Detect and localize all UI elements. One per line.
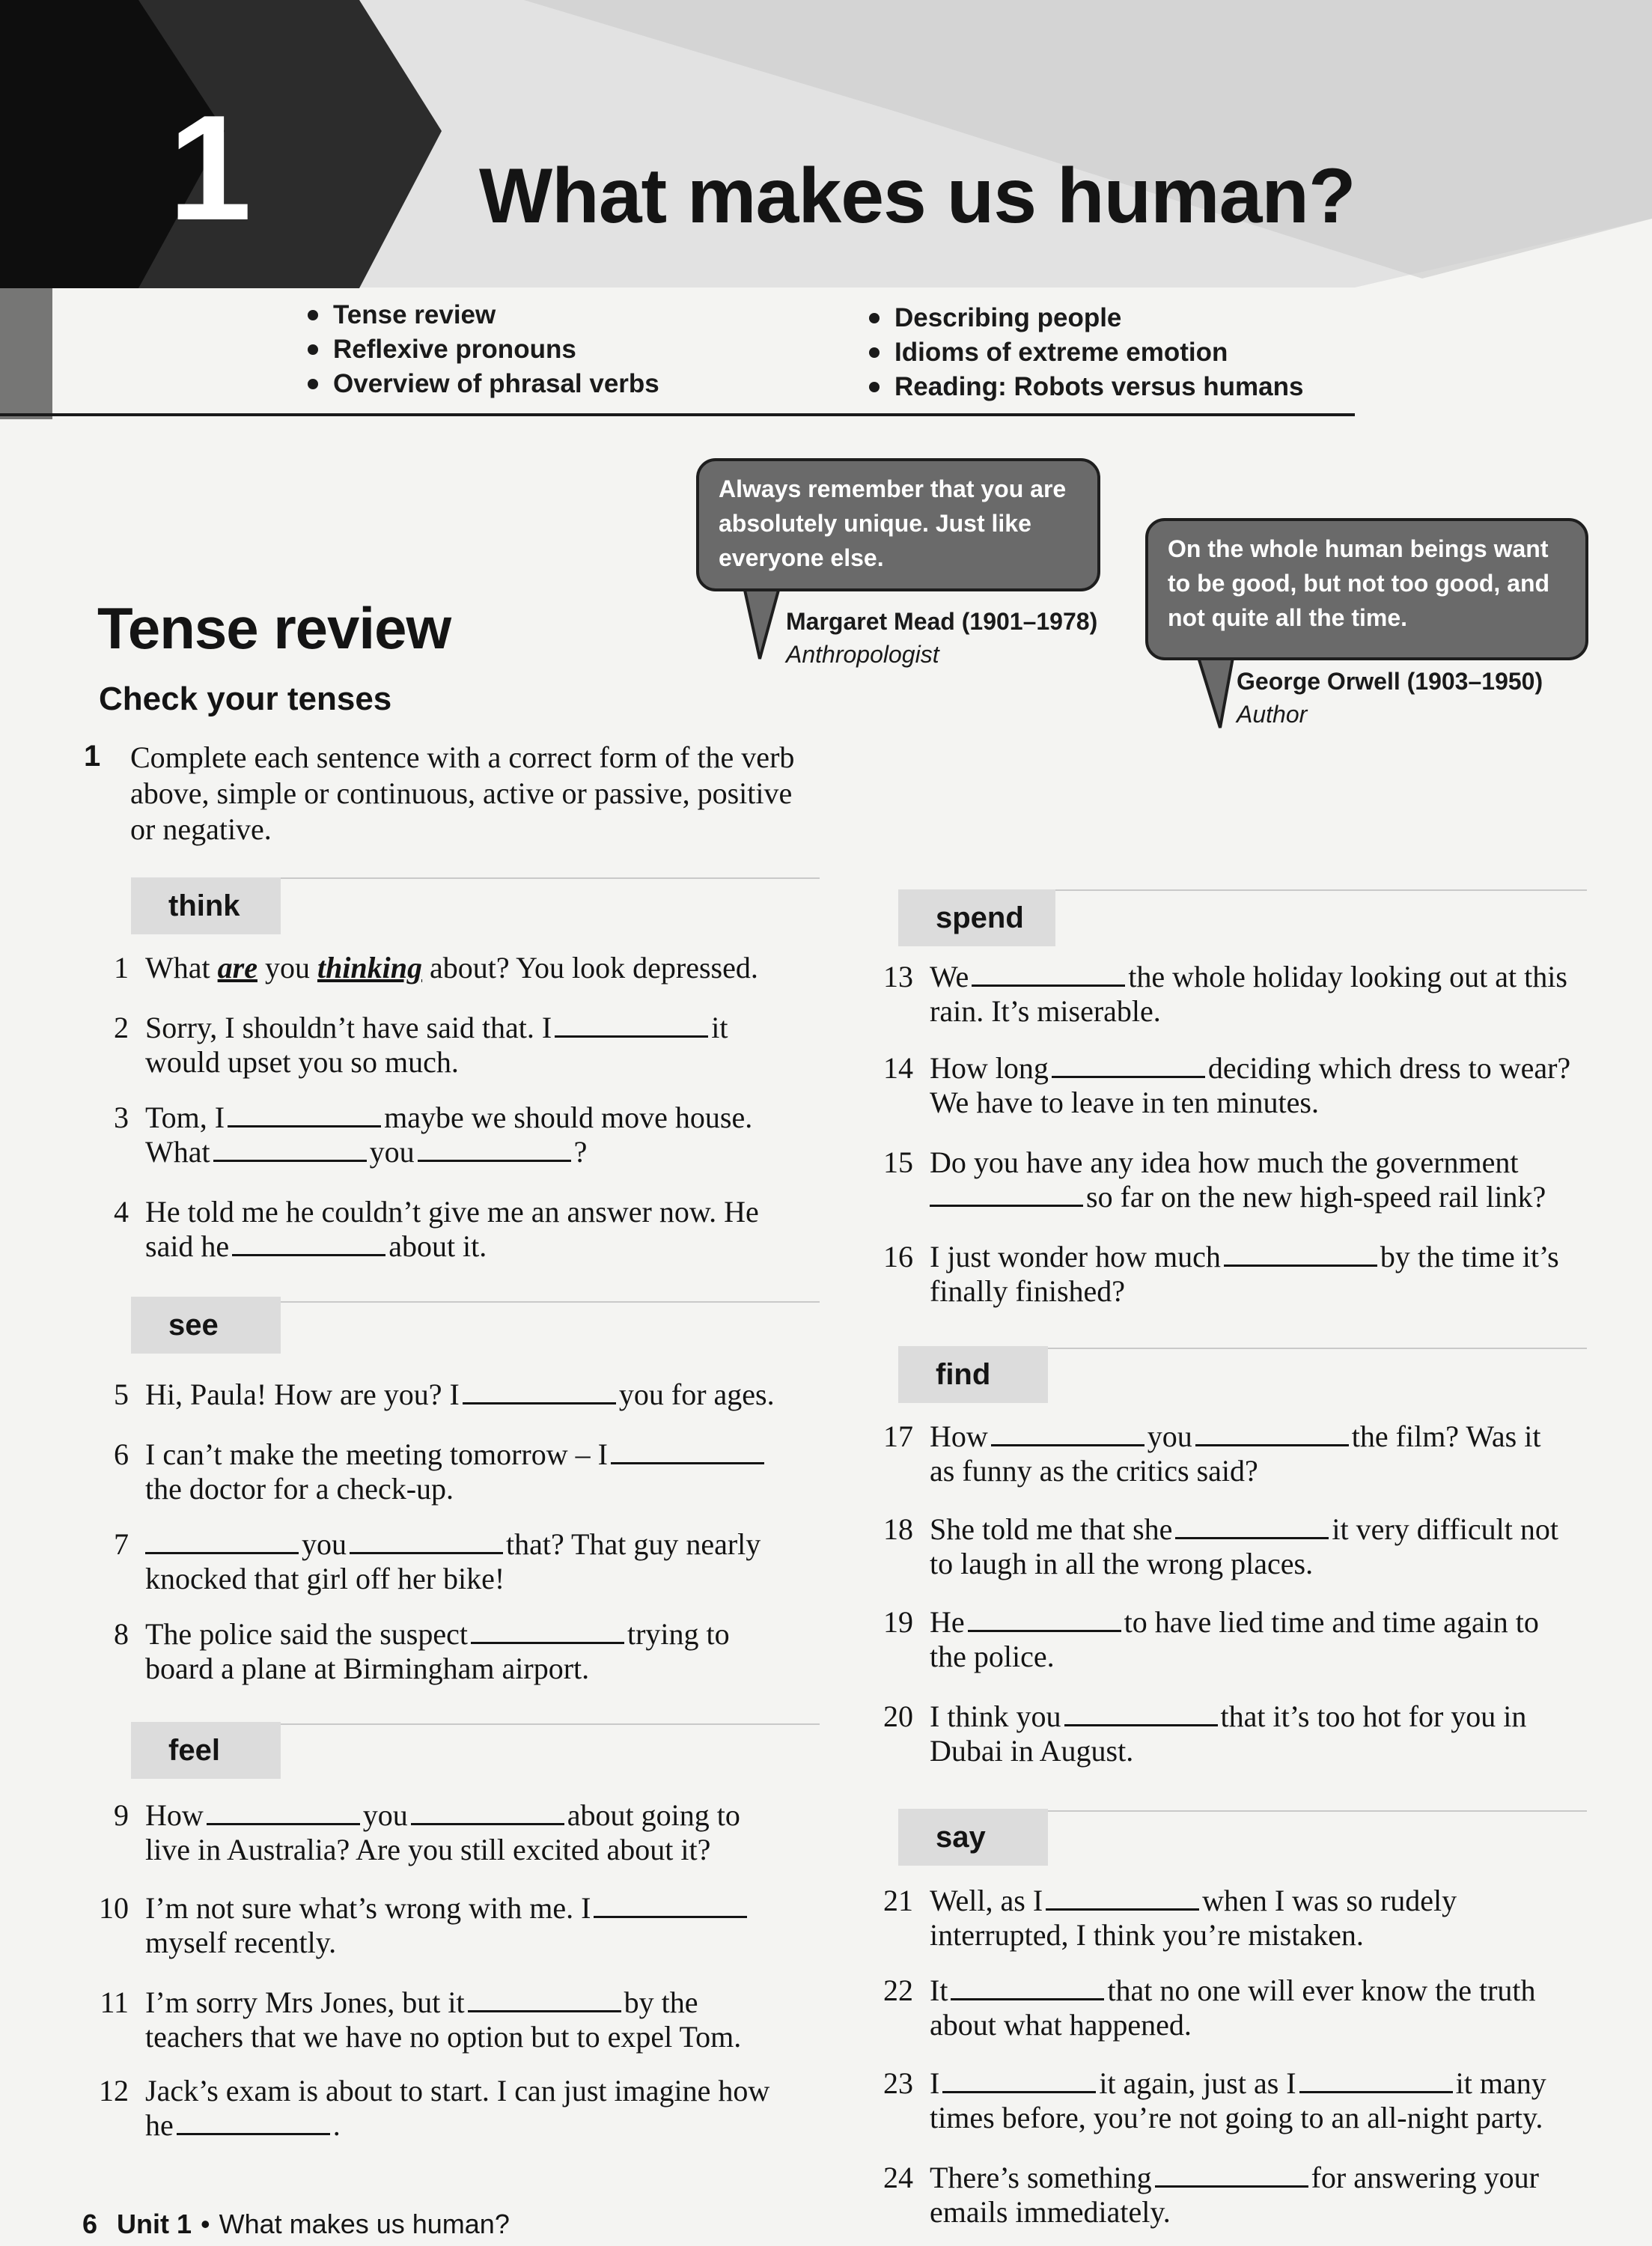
item-number: 7 bbox=[114, 1527, 129, 1561]
item-number: 15 bbox=[883, 1145, 913, 1179]
item-text: when I was so rudely bbox=[1202, 1884, 1457, 1917]
item-text: What bbox=[145, 951, 210, 984]
footer-title: What makes us human? bbox=[219, 2209, 510, 2239]
page-footer bbox=[82, 2209, 510, 2240]
item-text: We bbox=[930, 960, 969, 993]
quote-role: Anthropologist bbox=[786, 641, 939, 668]
example-answer: are bbox=[217, 951, 257, 984]
answer-blank[interactable] bbox=[207, 1801, 360, 1825]
item-number: 3 bbox=[114, 1101, 129, 1134]
answer-blank[interactable] bbox=[1175, 1515, 1329, 1539]
item-text: it bbox=[711, 1011, 728, 1044]
item-text: knocked that girl off her bike! bbox=[145, 1562, 505, 1595]
item-text: I bbox=[930, 2066, 940, 2100]
item-text: He told me he couldn’t give me an answer now. He bbox=[145, 1195, 759, 1229]
answer-blank[interactable] bbox=[951, 1976, 1104, 2000]
answer-blank[interactable] bbox=[471, 1620, 624, 1644]
item-number: 14 bbox=[883, 1051, 913, 1085]
item-text: you bbox=[264, 951, 310, 984]
item-number: 22 bbox=[883, 1973, 913, 2007]
answer-blank[interactable] bbox=[350, 1530, 503, 1554]
item-text: the whole holiday looking out at this bbox=[1128, 960, 1567, 993]
quote-line: On the whole human beings want bbox=[1168, 535, 1549, 562]
answer-blank[interactable] bbox=[463, 1381, 616, 1404]
item-text: the film? Was it bbox=[1351, 1419, 1541, 1453]
quote-line: not quite all the time. bbox=[1168, 604, 1408, 631]
unit-title: What makes us human? bbox=[479, 153, 1356, 240]
item-text: that? That guy nearly bbox=[506, 1527, 761, 1561]
verb-box-find: find bbox=[898, 1346, 1048, 1403]
item-text: you bbox=[302, 1527, 347, 1561]
item-text: I can’t make the meeting tomorrow – I bbox=[145, 1437, 608, 1471]
answer-blank[interactable] bbox=[555, 1014, 708, 1038]
item-number: 23 bbox=[883, 2066, 913, 2100]
item-number: 20 bbox=[883, 1699, 913, 1733]
answer-blank[interactable] bbox=[1195, 1422, 1349, 1446]
quote-line: to be good, but not too good, and bbox=[1168, 570, 1550, 597]
quote-role: Author bbox=[1237, 701, 1308, 728]
item-text: It bbox=[930, 1973, 948, 2007]
item-number: 17 bbox=[883, 1419, 913, 1453]
item-text: Do you have any idea how much the government bbox=[930, 1145, 1519, 1179]
item-number: 10 bbox=[99, 1891, 129, 1925]
quote-author: George Orwell (1903–1950) bbox=[1237, 668, 1543, 695]
topic-item: Describing people bbox=[865, 301, 1303, 335]
item-number: 1 bbox=[114, 951, 129, 984]
item-text: by the time it’s bbox=[1380, 1240, 1559, 1273]
item-text: times before, you’re not going to an all-night party. bbox=[930, 2101, 1543, 2134]
answer-blank[interactable] bbox=[594, 1894, 747, 1918]
answer-blank[interactable] bbox=[991, 1422, 1144, 1446]
page-number: 6 bbox=[82, 2209, 98, 2239]
quote-line: absolutely unique. Just like bbox=[719, 510, 1031, 537]
instruction-line: Complete each sentence with a correct form of the verb bbox=[130, 740, 795, 774]
item-text: about it. bbox=[388, 1229, 487, 1263]
answer-blank[interactable] bbox=[942, 2069, 1096, 2093]
item-text: ? bbox=[573, 1135, 588, 1169]
item-text: to have lied time and time again to bbox=[1124, 1605, 1539, 1639]
answer-blank[interactable] bbox=[232, 1232, 385, 1256]
item-number: 21 bbox=[883, 1884, 913, 1917]
item-text: for answering your bbox=[1311, 2161, 1539, 2194]
item-text: deciding which dress to wear? bbox=[1207, 1051, 1571, 1085]
item-text: There’s something bbox=[930, 2161, 1152, 2194]
item-text: that no one will ever know the truth bbox=[1107, 1973, 1536, 2007]
answer-blank[interactable] bbox=[930, 1183, 1083, 1207]
exercise-instruction bbox=[130, 740, 819, 847]
verb-box-say: say bbox=[898, 1809, 1048, 1866]
item-text: Jack’s exam is about to start. I can just imagine how bbox=[145, 2074, 770, 2107]
item-number: 19 bbox=[883, 1605, 913, 1639]
quote-author: Margaret Mead (1901–1978) bbox=[786, 608, 1098, 635]
answer-blank[interactable] bbox=[468, 1988, 621, 2012]
item-text: about going to bbox=[567, 1798, 740, 1832]
quote-line: everyone else. bbox=[719, 544, 884, 571]
item-text: would upset you so much. bbox=[145, 1045, 459, 1079]
item-text: maybe we should move house. bbox=[384, 1101, 753, 1134]
item-text: She told me that she bbox=[930, 1512, 1173, 1546]
item-text: board a plane at Birmingham airport. bbox=[145, 1652, 590, 1685]
item-number: 13 bbox=[883, 960, 913, 993]
item-text: Tom, I bbox=[145, 1101, 225, 1134]
item-text: How bbox=[145, 1798, 204, 1832]
item-number: 5 bbox=[114, 1378, 129, 1411]
item-text: teachers that we have no option but to expel Tom. bbox=[145, 2020, 742, 2054]
item-text: I’m sorry Mrs Jones, but it bbox=[145, 1985, 465, 2019]
item-text: We have to leave in ten minutes. bbox=[930, 1086, 1319, 1119]
topic-item: Idioms of extreme emotion bbox=[865, 335, 1303, 370]
item-text: you bbox=[369, 1135, 415, 1169]
instruction-line: or negative. bbox=[130, 812, 272, 846]
instruction-line: above, simple or continuous, active or passive, positive bbox=[130, 776, 793, 810]
item-text: so far on the new high-speed rail link? bbox=[1086, 1180, 1546, 1214]
item-text: you bbox=[1147, 1419, 1192, 1453]
answer-blank[interactable] bbox=[418, 1138, 571, 1162]
item-text: Well, as I bbox=[930, 1884, 1043, 1917]
item-text: that it’s too hot for you in bbox=[1220, 1699, 1527, 1733]
item-text: Hi, Paula! How are you? I bbox=[145, 1378, 460, 1411]
answer-blank[interactable] bbox=[972, 963, 1125, 987]
item-text: it very difficult not bbox=[1332, 1512, 1558, 1546]
answer-blank[interactable] bbox=[1224, 1243, 1377, 1267]
quote-line: Always remember that you are bbox=[719, 475, 1067, 502]
item-text: it many bbox=[1455, 2066, 1546, 2100]
topic-item: Reflexive pronouns bbox=[303, 332, 659, 367]
item-text: What bbox=[145, 1135, 210, 1169]
header-divider bbox=[0, 413, 1355, 416]
item-number: 4 bbox=[114, 1195, 129, 1229]
item-text: I’m not sure what’s wrong with me. I bbox=[145, 1891, 591, 1925]
item-text: How bbox=[930, 1419, 988, 1453]
item-text: trying to bbox=[627, 1617, 730, 1651]
answer-blank[interactable] bbox=[611, 1440, 764, 1464]
item-text: How long bbox=[930, 1051, 1049, 1085]
answer-blank[interactable] bbox=[228, 1104, 381, 1127]
example-answer: thinking bbox=[317, 951, 423, 984]
verb-box-think: think bbox=[131, 877, 281, 934]
item-text: Dubai in August. bbox=[930, 1734, 1134, 1768]
item-text: you for ages. bbox=[618, 1378, 775, 1411]
answer-blank[interactable] bbox=[1155, 2164, 1308, 2188]
answer-blank[interactable] bbox=[1046, 1887, 1199, 1911]
quote-bubble-orwell bbox=[1145, 518, 1588, 660]
answer-blank[interactable] bbox=[1052, 1054, 1205, 1078]
item-text: finally finished? bbox=[930, 1274, 1126, 1308]
topics-list-left bbox=[303, 298, 659, 401]
quote-bubble-mead bbox=[696, 458, 1100, 591]
footer-separator: • bbox=[201, 2209, 210, 2239]
answer-blank[interactable] bbox=[968, 1608, 1121, 1632]
section-title: Tense review bbox=[97, 595, 451, 661]
item-text: The police said the suspect bbox=[145, 1617, 468, 1651]
item-text: as funny as the critics said? bbox=[930, 1454, 1258, 1488]
unit-number: 1 bbox=[168, 85, 246, 252]
item-number: 24 bbox=[883, 2161, 913, 2194]
verb-box-spend: spend bbox=[898, 889, 1055, 946]
item-text: the doctor for a check-up. bbox=[145, 1472, 454, 1506]
answer-blank[interactable] bbox=[1064, 1702, 1218, 1726]
item-text: live in Australia? Are you still excited about it? bbox=[145, 1833, 711, 1866]
answer-blank[interactable] bbox=[145, 1530, 299, 1554]
item-number: 18 bbox=[883, 1512, 913, 1546]
item-text: about? You look depressed. bbox=[430, 951, 758, 984]
item-number: 6 bbox=[114, 1437, 129, 1471]
topics-list-right bbox=[865, 301, 1303, 404]
item-number: 8 bbox=[114, 1617, 129, 1651]
answer-blank[interactable] bbox=[213, 1138, 367, 1162]
topic-item: Overview of phrasal verbs bbox=[303, 367, 659, 401]
item-text: I think you bbox=[930, 1699, 1061, 1733]
item-text: myself recently. bbox=[145, 1926, 337, 1959]
footer-unit: Unit 1 bbox=[117, 2209, 192, 2239]
item-text: you bbox=[362, 1798, 408, 1832]
answer-blank[interactable] bbox=[1299, 2069, 1453, 2093]
item-text: about what happened. bbox=[930, 2008, 1192, 2042]
item-text: . bbox=[332, 2108, 341, 2142]
item-text: said he bbox=[145, 1229, 230, 1263]
item-number: 9 bbox=[114, 1798, 129, 1832]
subsection-title: Check your tenses bbox=[99, 681, 392, 717]
item-text: the police. bbox=[930, 1640, 1055, 1673]
item-text: emails immediately. bbox=[930, 2195, 1171, 2229]
item-number: 16 bbox=[883, 1240, 913, 1273]
exercise-number: 1 bbox=[84, 740, 101, 773]
answer-blank[interactable] bbox=[411, 1801, 564, 1825]
verb-box-feel: feel bbox=[131, 1722, 281, 1779]
verb-box-see: see bbox=[131, 1297, 281, 1354]
item-text: by the bbox=[624, 1985, 698, 2019]
item-text: rain. It’s miserable. bbox=[930, 994, 1161, 1028]
item-text: Sorry, I shouldn’t have said that. I bbox=[145, 1011, 552, 1044]
item-text: it again, just as I bbox=[1099, 2066, 1296, 2100]
item-number: 12 bbox=[99, 2074, 129, 2107]
item-number: 2 bbox=[114, 1011, 129, 1044]
topic-item: Tense review bbox=[303, 298, 659, 332]
item-text: I just wonder how much bbox=[930, 1240, 1221, 1273]
item-text: he bbox=[145, 2108, 174, 2142]
item-text: interrupted, I think you’re mistaken. bbox=[930, 1918, 1364, 1952]
answer-blank[interactable] bbox=[177, 2111, 330, 2135]
item-text: to laugh in all the wrong places. bbox=[930, 1547, 1314, 1580]
topic-item: Reading: Robots versus humans bbox=[865, 370, 1303, 404]
item-text: He bbox=[930, 1605, 965, 1639]
item-number: 11 bbox=[100, 1985, 129, 2019]
